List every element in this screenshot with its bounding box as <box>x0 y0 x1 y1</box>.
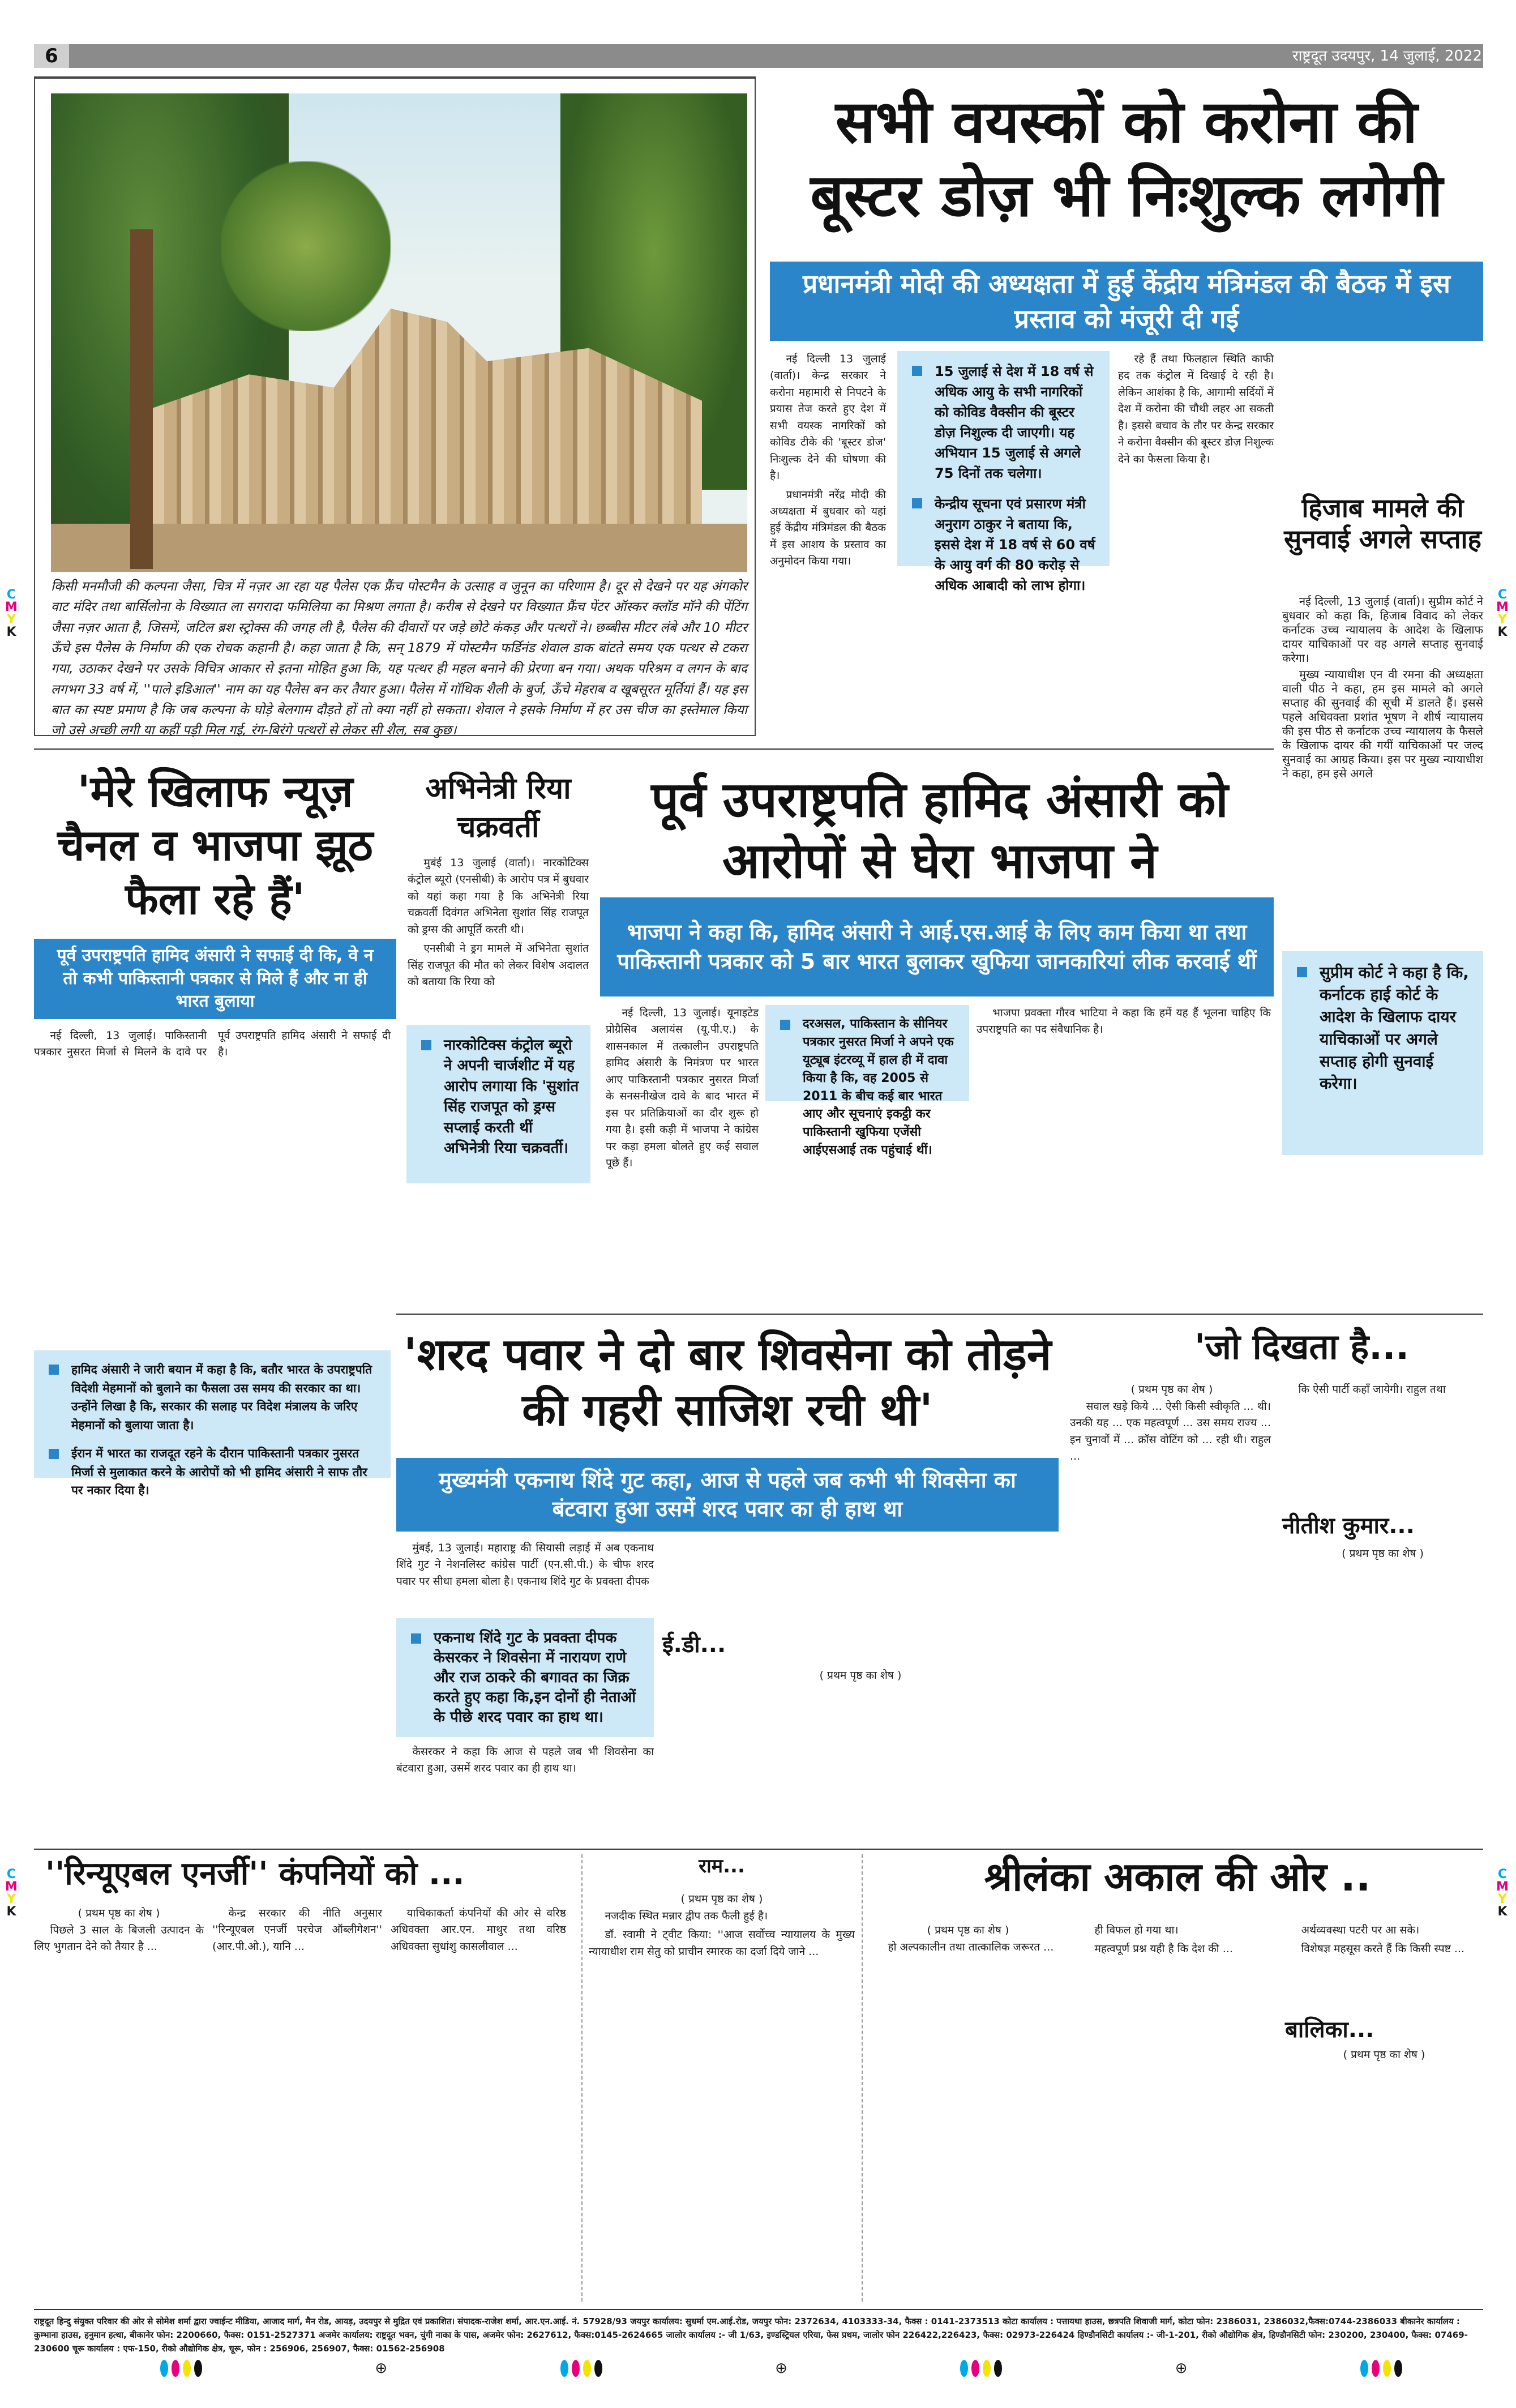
ansari-column-3 <box>977 1005 1271 1041</box>
color-bar <box>1359 2360 1404 2379</box>
paragraph: महत्वपूर्ण प्रश्न यही है कि देश की ... <box>1094 1943 1233 1956</box>
pawar-headline: 'शरद पवार ने दो बार शिवसेना को तोड़ने की गहरी साजिश रची थी' <box>403 1329 1052 1436</box>
ed-headline: ई.डी... <box>662 1632 726 1658</box>
srilanka-continued-label: ( प्रथम पृष्ठ का शेष ) <box>927 1924 1009 1936</box>
paragraph: विशेषज्ञ महसूस करते हैं कि किसी स्पष्ट ... <box>1301 1943 1464 1956</box>
crosshair-icon: ⊕ <box>375 2360 388 2377</box>
crosshair-icon: ⊕ <box>775 2360 787 2377</box>
paragraph: ही विफल हो गया था। <box>1094 1924 1179 1936</box>
covid-highlight-box <box>897 351 1110 593</box>
covid-subhead: प्रधानमंत्री मोदी की अध्यक्षता में हुई केंद्रीय मंत्रिमंडल की बैठक में इस प्रस्ताव को मंजूरी दी गई <box>770 262 1483 341</box>
nitish-headline: नीतीश कुमार... <box>1282 1513 1415 1539</box>
paragraph: हामिद अंसारी ने जारी बयान में कहा है कि, बतौर भारत के उपराष्ट्रपति विदेशी मेहमानों को बुलाने का फैसला उस समय की सरकार का था। उन्होंने लिखा है कि, सरकार की सलाह पर विदेश मंत्रालय के जरिए मेहमानों को बुलाया जाता है। <box>45 1361 379 1434</box>
divider <box>34 749 1274 750</box>
ansari-quote-subhead: पूर्व उपराष्ट्रपति हामिद अंसारी ने सफाई दी कि, वे न तो कभी पाकिस्तानी पत्रकार से मिले हैं और ना ही भारत बुलाया <box>34 939 396 1019</box>
paragraph: केन्द्रीय सूचना एवं प्रसारण मंत्री अनुराग ठाकुर ने बताया कि, इससे देश में 18 वर्ष से 60 वर्ष के आयु वर्ग की 80 करोड़ से अधिक आबादी को लाभ होगा। <box>909 494 1098 596</box>
paragraph: नजदीक स्थित मन्नार द्वीप तक फैली हुई है। <box>605 1910 768 1922</box>
paragraph: याचिकाकर्ता कंपनियों की ओर से वरिष्ठ अधिवक्ता आर.एन. माथुर तथा वरिष्ठ अधिवक्ता सुधांशु कासलीवाल ... <box>391 1907 566 1953</box>
page-header-bar <box>34 44 1483 68</box>
ansari-highlight-text: दरअसल, पाकिस्तान के सीनियर पत्रकार नुसरत मिर्जा ने अपने एक यूट्यूब इंटरव्यू में हाल ही में दावा किया है कि, वह 2005 से 2011 के बीच कई बार भारत आए और सूचनाएं इकट्ठी कर पाकिस्तानी खुफिया एजेंसी आईएसआई तक पहुंचाई थीं। <box>777 1015 958 1160</box>
riya-highlight-text: नारकोटिक्स कंट्रोल ब्यूरो ने अपनी चार्जशीट में यह आरोप लगाया कि 'सुशांत सिंह राजपूत को ड्रग्स सप्लाई करती थीं अभिनेत्री रिया चक्रवर्ती। <box>418 1035 579 1158</box>
renewable-column-1 <box>34 1922 204 1958</box>
renewable-column-3 <box>391 1905 566 1957</box>
pawar-highlight-box <box>396 1618 654 1737</box>
divider <box>34 1849 1483 1850</box>
riya-body <box>408 855 589 993</box>
ed-continued-label: ( प्रथम पृष्ठ का शेष ) <box>819 1669 902 1682</box>
hijab-highlight-text: सुप्रीम कोर्ट ने कहा है कि, कर्नाटक हाई कोर्ट के आदेश के खिलाफ दायर याचिकाओं पर अगले सप्ताह होगी सुनवाई करेगा। <box>1294 961 1472 1094</box>
paragraph: रहे हैं तथा फिलहाल स्थिति काफी हद तक कंट्रोल में दिखाई दे रही है। लेकिन आशंका है कि, आगामी सर्दियों में देश में करोना की चौथी लहर आ सकती है। इससे बचाव के तौर पर केन्द्र सरकार ने करोना वैक्सीन की बूस्टर डोज़ निशुल्क देने का फैसला किया है। <box>1118 353 1274 465</box>
ansari-quote-highlight-box <box>34 1350 391 1498</box>
color-bar <box>559 2360 604 2379</box>
cmyk-mark-left-lower: C M Y K <box>5 1867 18 1919</box>
paragraph: सवाल खड़े किये ... ऐसी किसी स्वीकृति ... थी। उनकी यह ... एक महत्वपूर्ण ... उस समय राज्य ... इन चुनावों में ... क्रॉस वोटिंग को ... रही थी। राहुल ... <box>1070 1400 1271 1463</box>
photo-caption: किसी मनमौजी की कल्पना जैसा, चित्र में नज़र आ रहा यह पैलेस एक फ्रैंच पोस्टमैन के उत्साह व जुनून का परिणाम है। दूर से देखने पर यह अंगकोर वाट मंदिर तथा बार्सिलोना के विख्यात ला सगरादा फमिलिया का मिश्रण लगता है। करीब से देखने पर विख्यात फ्रैंच पेंटर ऑस्कर क्लॉड मॉने की पेंटिंग जैसा नज़र आता है, जिसमें, जटिल ब्रश स्ट्रोक्स की जगह ली है, पैलेस की दीवारों पर जड़े छोटे कंकड़ और पत्थरों ने। छब्बीस मीटर लंबे और 10 मीटर ऊँचे इस पैलेस के निर्माण की एक रोचक कहानी है। कहा जाता है कि, सन् 1879 में पोस्टमैन फर्डिनंड शेवाल डाक बांटते समय एक पत्थर से टकरा गया, उठाकर देखने पर उसके विचित्र आकार से इतना मोहित हुआ कि, यह पत्थर ही महल बनाने की प्रेरणा बन गया। अथक परिश्रम व लगन के बाद लगभग 33 वर्ष में, ''पाले इडिआल'' नाम का यह पैलेस बन कर तैयार हुआ। पैलेस में गॉथिक शैली के बुर्ज, ऊँचे मेहराब व खूबसूरत मूर्तियां हैं। यह इस बात का स्पष्ट प्रमाण है कि जब कल्पना के घोड़े बेलगाम दौड़ते हों तो क्या नहीं हो सकता। शेवाल ने इसके निर्माण में हर उस चीज का इस्तेमाल किया जो उसे अच्छी लगी या कहीं पड़ी मिल गई, रंग-बिरंगे पत्थरों से लेकर सी शैल, सब कुछ। <box>51 579 747 738</box>
covid-headline: सभी वयस्कों को करोना की बूस्टर डोज़ भी निःशुल्क लगेगी <box>810 87 1443 230</box>
paragraph: डॉ. स्वामी ने ट्वीट किया: ''आज सर्वोच्च न्यायालय के मुख्य न्यायाधीश राम सेतु को प्राचीन स्मारक का दर्जा दिये जाने ... <box>589 1928 855 1958</box>
paragraph: मुंबई, 13 जुलाई। महाराष्ट्र की सियासी लड़ाई में अब एकनाथ शिंदे गुट ने नेशनलिस्ट कांग्रेस पार्टी (एन.सी.पी.) के चीफ शरद पवार पर सीधा हमला बोला है। एकनाथ शिंदे गुट के प्रवक्ता दीपक <box>396 1542 654 1588</box>
divider <box>34 2309 1483 2310</box>
paragraph: अर्थव्यवस्था पटरी पर आ सके। <box>1301 1924 1420 1936</box>
palace-photo <box>51 93 747 572</box>
column-divider <box>862 1854 863 2302</box>
paragraph: मुख्य न्यायाधीश एन वी रमना की अध्यक्षता वाली पीठ ने कहा, हम इस मामले को अगले सप्ताह की सुनवाई की सूची में डालते हैं। इससे पहले अधिवक्ता प्रशांत भूषण ने शीर्ष न्यायालय की इस पीठ से कर्नाटक उच्च न्यायालय के फैसले के खिलाफ दायर की गयीं याचिकाओं पर जल्द सुनवाई का आग्रह किया। इस पर मुख्य न्यायाधीश ने कहा, हम इसे अगले <box>1282 668 1483 780</box>
renewable-continued-label: ( प्रथम पृष्ठ का शेष ) <box>78 1907 160 1919</box>
paragraph: मुबंई 13 जुलाई (वार्ता)। नारकोटिक्स कंट्रोल ब्यूरो (एनसीबी) के आरोप पत्र में बुधवार को यहां कहा गया है कि अभिनेत्री रिया चक्रवर्ती दिवंगत अभिनेता सुशांत सिंह राजपूत को ड्रग्स की आपूर्ति करती थी। <box>408 857 589 936</box>
paragraph: नई दिल्ली, 13 जुलाई (वार्ता)। सुप्रीम कोर्ट ने बुधवार को कहा कि, हिजाब विवाद को लेकर कर्नाटक उच्च न्यायालय के आदेश के खिलाफ दायर याचिकाओं पर वह अगले सप्ताह सुनवाई करेगा। <box>1282 594 1483 665</box>
cmyk-mark-right: C M Y K <box>1496 588 1509 639</box>
covid-column-1 <box>770 351 886 572</box>
divider <box>396 1314 1483 1315</box>
column-divider <box>581 1854 583 2302</box>
srilanka-column-1 <box>872 1939 1064 1958</box>
balika-headline: बालिका... <box>1285 2017 1374 2043</box>
paragraph: नई दिल्ली, 13 जुलाई। यूनाइटेड प्रोग्रैसिव अलायंस (यू.पी.ए.) के शासनकाल में तत्कालीन उपराष्ट्रपति हामिद अंसारी के निमंत्रण पर भारत आए पाकिस्तानी पत्रकार नुसरत मिर्जा के सनसनीखेज दावे के बाद भारत में इस पर प्रतिक्रियाओं का दौर शुरू हो गया है। इसी कड़ी में भाजपा ने कांग्रेस पर कड़ा हमला बोलते हुए कई सवाल पूछे हैं। <box>606 1007 759 1169</box>
nitish-continued-label: ( प्रथम पृष्ठ का शेष ) <box>1342 1547 1424 1560</box>
color-bar <box>958 2360 1004 2379</box>
color-bar <box>159 2360 204 2379</box>
srilanka-column-3 <box>1285 1922 1483 1960</box>
ram-continued-label: ( प्रथम पृष्ठ का शेष ) <box>680 1893 763 1905</box>
renewable-headline: ''रिन्यूएबल एनर्जी'' कंपनियों को ... <box>45 1855 465 1892</box>
ansari-headline: पूर्व उपराष्ट्रपति हामिद अंसारी को आरोपों से घेरा भाजपा ने <box>651 772 1228 889</box>
ram-headline: राम... <box>699 1855 745 1877</box>
srilanka-column-2 <box>1078 1922 1271 1960</box>
pawar-highlight-text: एकनाथ शिंदे गुट के प्रवक्ता दीपक केसरकर ने शिवसेना में नारायण राणे और राज ठाकरे की बगावत का जिक्र करते हुए कहा कि,इन दोनों ही नेताओं के पीछे शरद पवार का हाथ था। <box>408 1628 643 1727</box>
jo-dikhta-body <box>1070 1398 1271 1468</box>
paragraph: केसरकर ने कहा कि आज से पहले जब भी शिवसेना का बंटवारा हुआ, उसमें शरद पवार का ही हाथ था। <box>396 1746 654 1775</box>
paragraph: हो अल्पकालीन तथा तात्कालिक जरूरत ... <box>888 1941 1054 1953</box>
paragraph: एनसीबी ने ड्रग मामले में अभिनेता सुशांत सिंह राजपूत की मौत को लेकर विशेष अदालत को बताया कि रिया को <box>408 942 589 989</box>
jo-dikhta-body-2 <box>1282 1382 1483 1400</box>
hijab-highlight-box <box>1282 951 1483 1155</box>
paragraph: ईरान में भारत का राजदूत रहने के दौरान पाकिस्तानी पत्रकार नुसरत मिर्जा से मुलाकात करने के आरोपों को भी हामिद अंसारी ने साफ तौर पर नकार दिया है। <box>45 1444 379 1500</box>
hijab-headline: हिजाब मामले की सुनवाई अगले सप्ताह <box>1284 493 1481 555</box>
srilanka-headline: श्रीलंका अकाल की ओर .. <box>984 1854 1371 1900</box>
hijab-body <box>1282 594 1483 783</box>
renewable-column-2 <box>212 1905 382 1957</box>
ram-body <box>589 1908 855 1962</box>
cmyk-mark-right-lower: C M Y K <box>1496 1867 1509 1919</box>
jo-dikhta-continued-label: ( प्रथम पृष्ठ का शेष ) <box>1130 1383 1213 1396</box>
paragraph: 15 जुलाई से देश में 18 वर्ष से अधिक आयु के सभी नागरिकों को कोविड वैक्सीन की बूस्टर डोज़ निशुल्क दी जाएगी। यह अभियान 15 जुलाई से अगले 75 दिनों तक चलेगा। <box>909 361 1098 484</box>
balika-continued-label: ( प्रथम पृष्ठ का शेष ) <box>1343 2048 1425 2061</box>
page-number: 6 <box>34 44 69 68</box>
imprint-line: राष्ट्रदूत हिन्दु संयुक्त परिवार की ओर से सोमेश शर्मा द्वारा ज्वाईन्ट मीडिया, आजाद मार्ग, मैन रोड, आयड़, उदयपुर से मुद्रित एवं प्रकाशित। संपादक-राजेश शर्मा, आर.एन.आई. नं. 57928/93 जयपुर कार्यालय: सुधर्मा एम.आई.रोड, जयपुर फोन: 2372634, 4103333-34, फैक्स : 0141-2373513 कोटा कार्यालय : पत्तायथा हाउस, छत्रपति शिवाजी मार्ग, कोटा फोन: 2386031, 2386032,फैक्स:0744-2386033 बीकानेर कार्यालय : कुम्भाना हाउस, हनुमान हत्था, बीकानेर फोन: 2200660, फैक्स: 0151-2527371 अजमेर कार्यालय: राष्ट्रदूत भवन, चुंगी नाका के पास, अजमेर फोन: 2627612, फैक्स:0145-2624665 जालोर कार्यालय :- जी 1/63, इण्डस्ट्रियल एरिया, फेस प्रथम, जालोर फोन 226422,226423, फैक्स: 02973-226424 हिण्डौनसिटी कार्यालय :- जी-1-201, रीको औद्योगिक क्षेत्र, हिण्डौनसिटी फोन: 230200, 230400, फैक्स: 07469-230600 चूरू कार्यालय : एफ-150, रीको औद्योगिक क्षेत्र, चूरू, फोन : 256906, 256907, फैक्स: 01562-256908 <box>34 2316 1468 2354</box>
paragraph: नई दिल्ली 13 जुलाई (वार्ता)। केन्द्र सरकार ने करोना महामारी से निपटने के प्रयास तेज करते हुए देश में सभी वयस्क नागरिकों को कोविड टीके की 'बूस्टर डोज' निःशुल्क देने की घोषणा की है। <box>770 353 886 482</box>
paragraph: केन्द्र सरकार की नीति अनुसार ''रिन्यूएबल एनर्जी परचेज ऑब्लीगेशन'' (आर.पी.ओ.), यानि ... <box>212 1907 382 1953</box>
ansari-highlight-box <box>765 1005 969 1158</box>
registration-marks <box>159 2360 1404 2379</box>
covid-column-3 <box>1118 351 1274 470</box>
paragraph: प्रधानमंत्री नरेंद्र मोदी की अध्यक्षता में बुधवार को यहां हुई केंद्रीय मंत्रिमंडल की बैठक में इस आशय के प्रस्ताव का अनुमोदन किया गया। <box>770 488 886 568</box>
paragraph: भाजपा प्रवक्ता गौरव भाटिया ने कहा कि हमें यह हैं भूलना चाहिए कि उपराष्ट्रपति का पद संवैधानिक है। <box>977 1007 1271 1036</box>
crosshair-icon: ⊕ <box>1175 2360 1188 2377</box>
paragraph: कि ऐसी पार्टी कहाँ जायेगी। राहुल तथा <box>1298 1383 1446 1396</box>
cmyk-mark-left: C M Y K <box>5 588 18 639</box>
ansari-quote-body <box>34 1028 391 1345</box>
jo-dikhta-headline: 'जो दिखता है... <box>1194 1326 1409 1367</box>
pawar-body <box>396 1540 654 1592</box>
dateline: राष्ट्रदूत उदयपुर, 14 जुलाई, 2022 <box>1292 48 1482 65</box>
ansari-column-1 <box>606 1005 759 1174</box>
ansari-subhead: भाजपा ने कहा कि, हामिद अंसारी ने आई.एस.आई के लिए काम किया था तथा पाकिस्तानी पत्रकार को 5 बार भारत बुलाकर खुफिया जानकारियां लीक करवाई थीं <box>600 897 1274 996</box>
paragraph: पिछले 3 साल के बिजली उत्पादन के लिए भुगतान देने को तैयार है ... <box>34 1924 204 1953</box>
pawar-body-2 <box>396 1744 654 1780</box>
riya-highlight-box <box>406 1025 590 1183</box>
paragraph: नई दिल्ली, 13 जुलाई। पाकिस्तानी पत्रकार नुसरत मिर्जा से मिलने के दावे पर पूर्व उपराष्ट्रपति हामिद अंसारी ने सफाई दी है। <box>34 1029 391 1059</box>
ansari-quote-headline: 'मेरे खिलाफ न्यूज़ चैनल व भाजपा झूठ फैला रहे हैं' <box>57 766 373 924</box>
pawar-subhead: मुख्यमंत्री एकनाथ शिंदे गुट कहा, आज से पहले जब कभी भी शिवसेना का बंटवारा हुआ उसमें शरद पवार का ही हाथ था <box>396 1458 1059 1532</box>
riya-headline: अभिनेत्री रिया चक्रवर्ती <box>425 772 571 844</box>
